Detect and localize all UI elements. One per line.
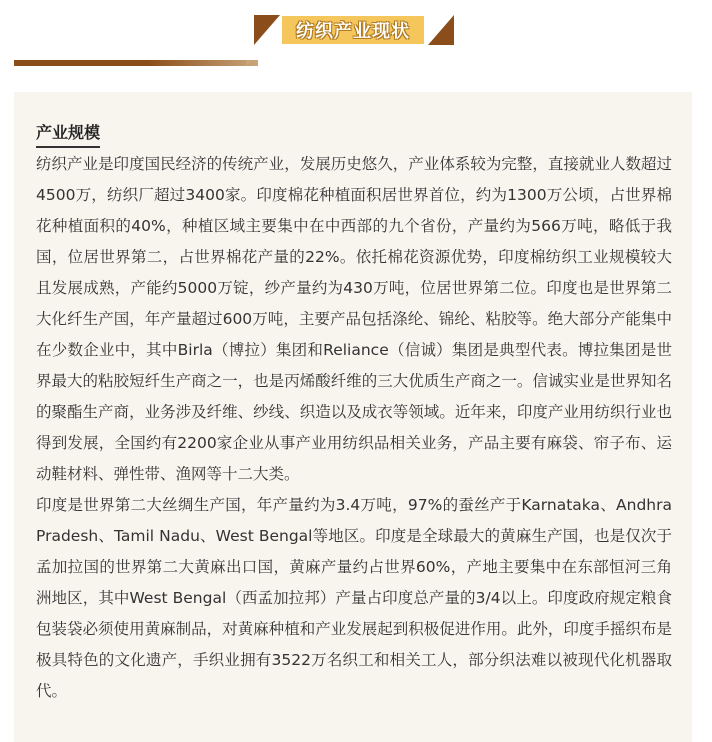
section-title: 产业规模 [36, 120, 100, 148]
section-header [0, 0, 712, 72]
header-underline-tail [246, 60, 254, 66]
content-card [14, 92, 692, 742]
header-underline [14, 60, 258, 66]
paragraph-1: 纺织产业是印度国民经济的传统产业，发展历史悠久，产业体系较为完整，直接就业人数超过4500万，纺织厂超过3400家。印度棉花种植面积居世界首位，约为1300万公顷，占世界棉花种植面积的40%，种植区域主要集中在中西部的九个省份，产量约为566万吨，略低于我国，位居世界第二，占世界棉花产量的22%。依托棉花资源优势，印度棉纺织工业规模较大且发展成熟，产能约5000万锭，纱产量约为430万吨，位居世界第二位。印度也是世界第二大化纤生产国，年产量超过600万吨，主要产品包括涤纶、锦纶、粘胶等。绝大部分产能集中在少数企业中，其中Birla（博拉）集团和Reliance（信诚）集团是典型代表。博拉集团是世界最大的粘胶短纤生产商之一，也是丙烯酸纤维的三大优质生产商之一。信诚实业是世界知名的聚酯生产商，业务涉及纤维、纱线、织造以及成衣等领域。近年来，印度产业用纺织行业也得到发展，全国约有2200家企业从事产业用纺织品相关业务，产品主要有麻袋、帘子布、运动鞋材料、弹性带、渔网等十二大类。 [36, 155, 672, 483]
title-banner [254, 14, 454, 48]
article-content [36, 118, 672, 707]
page-title: 纺织产业现状 [296, 21, 410, 42]
title-bar [282, 16, 424, 44]
paragraph-2: 印度是世界第二大丝绸生产国，年产量约为3.4万吨，97%的蚕丝产于Karnataka、Andhra Pradesh、Tamil Nadu、West Bengal等地区。印度是全球最大的黄麻生产国，也是仅次于孟加拉国的世界第二大黄麻出口国，黄麻产量约占世界60%，产地主要集中在东部恒河三角洲地区，其中West Bengal（西孟加拉邦）产量占印度总产量的3/4以上。印度政府规定粮食包装袋必须使用黄麻制品，对黄麻种植和产业发展起到积极促进作用。此外，印度手摇织布是极具特色的文化遗产，手织业拥有3522万名织工和相关工人，部分织法难以被现代化机器取代。 [36, 496, 672, 700]
left-triangle-decoration [254, 15, 280, 45]
right-triangle-decoration [428, 15, 454, 45]
